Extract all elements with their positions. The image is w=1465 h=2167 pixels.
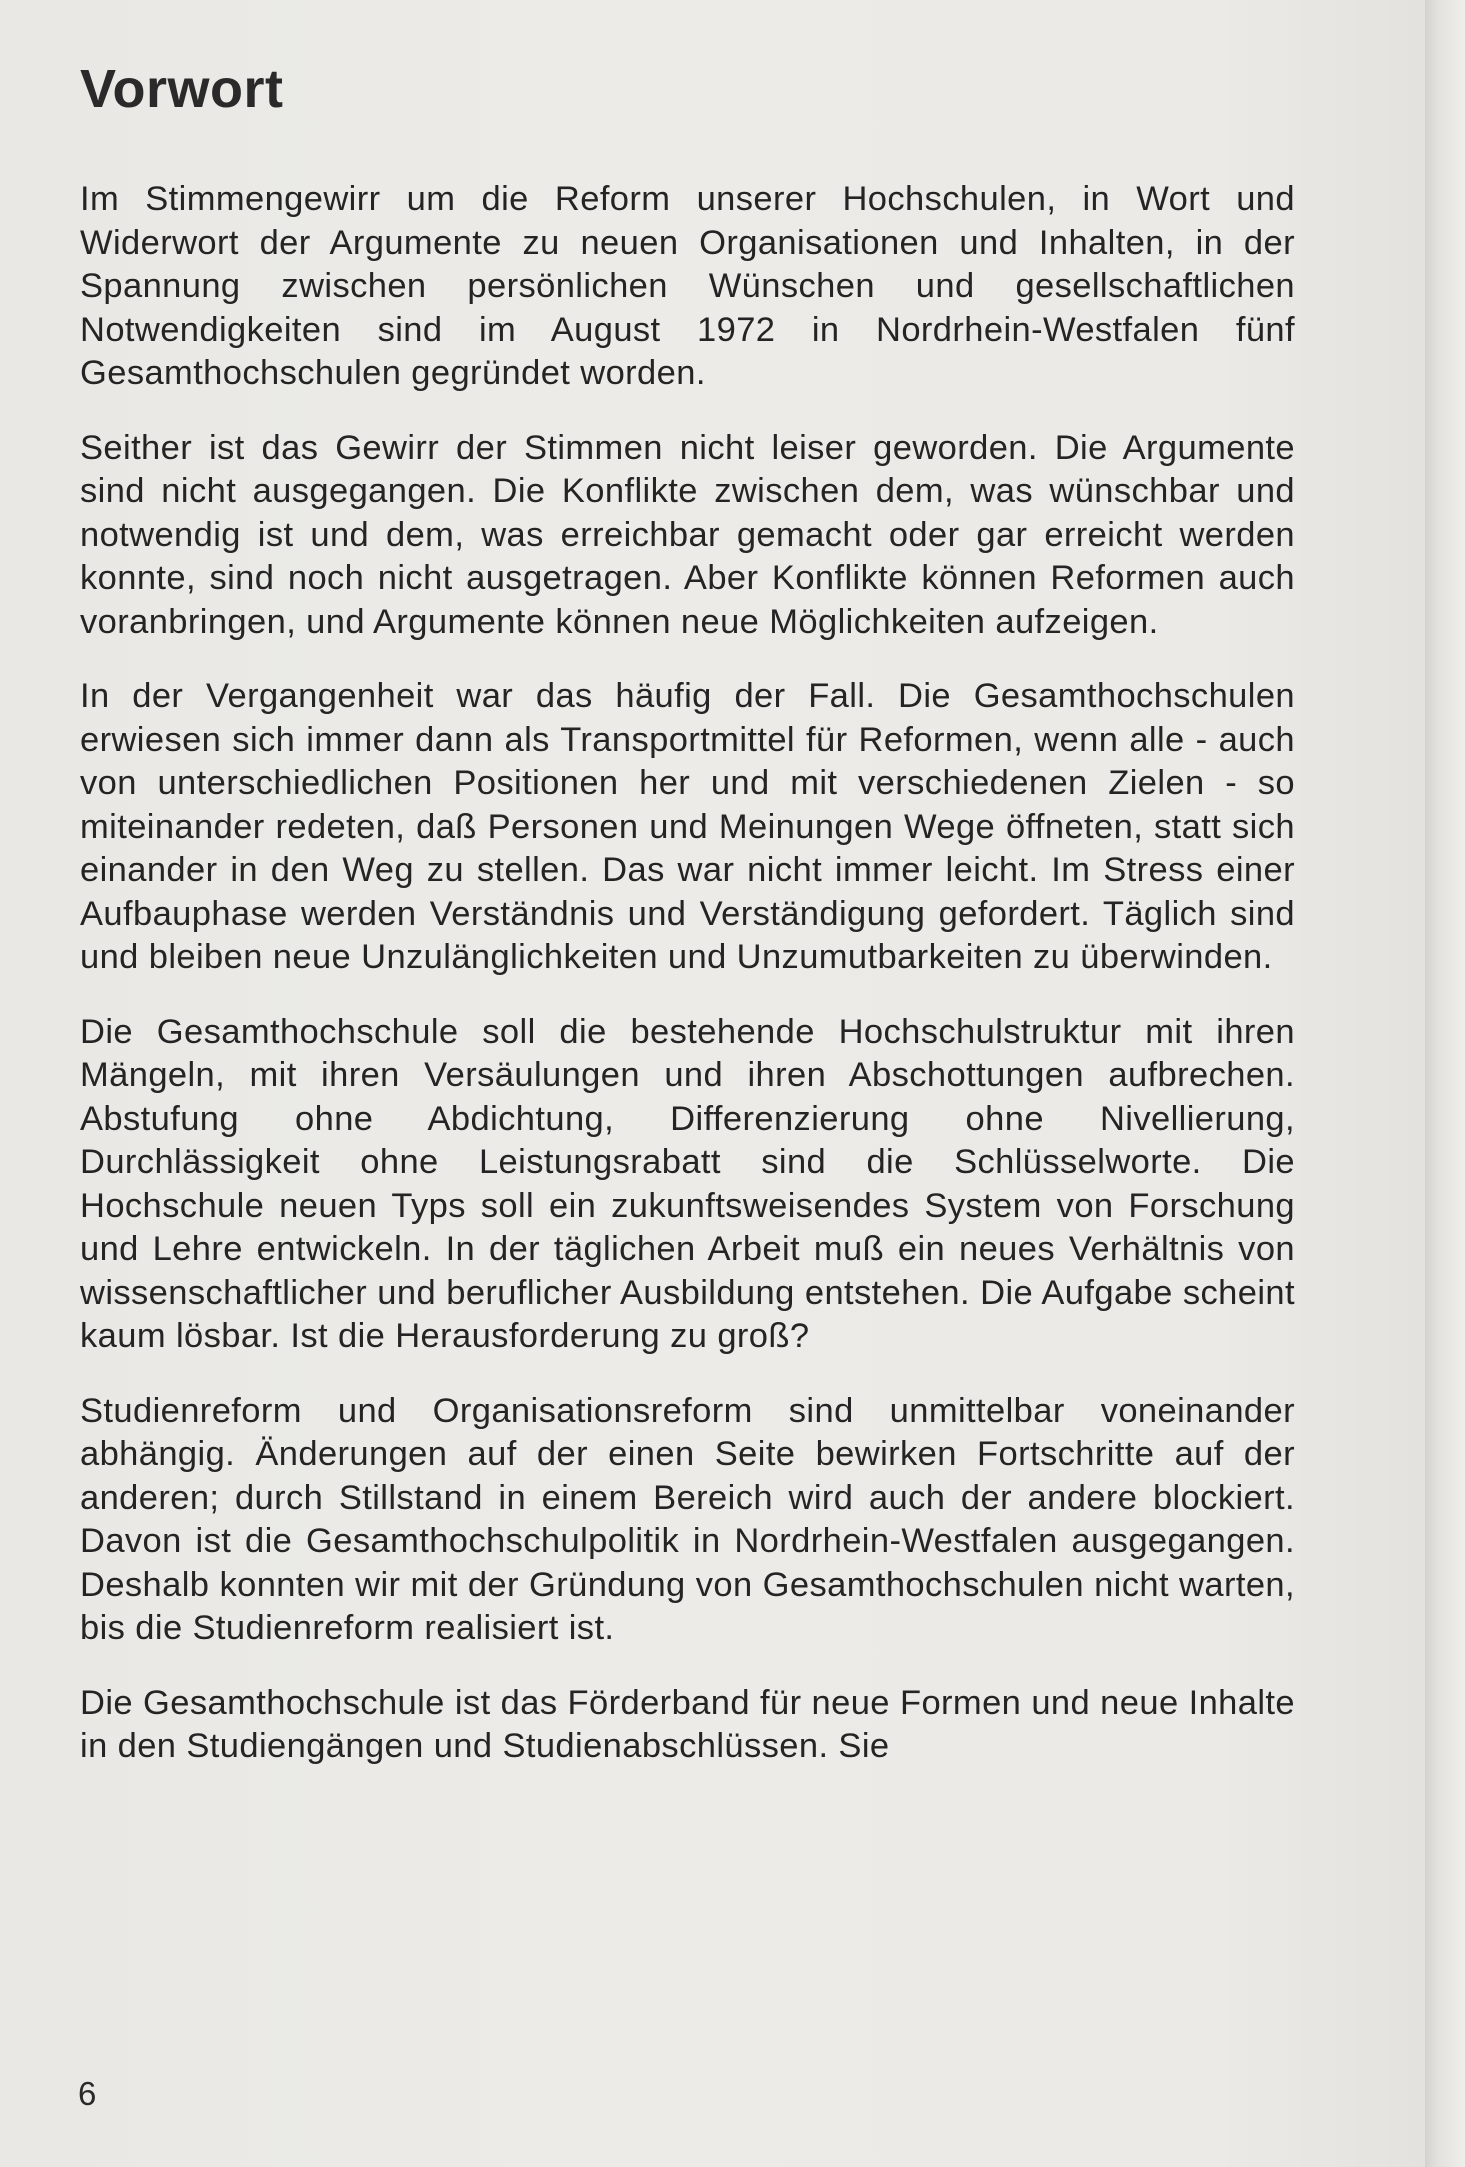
- paragraph-6: Die Gesamthochschule ist das Förderband für neue Formen und neue Inhalte in den Studiengängen und Studienabschlüssen. Sie: [80, 1683, 1295, 1765]
- page-edge: [1425, 0, 1465, 2167]
- paragraph-4: Die Gesamthochschule soll die bestehende Hochschulstruktur mit ihren Mängeln, mit ihren Versäulungen und ihren Abschottungen aufbrechen. Abstufung ohne Abdichtung, Differenzierung ohne Nivellierung, Durchlässigkeit ohne Leistungsrabatt sind die Schlüsselworte. Die Hochschule neuen Typs soll ein zukunftsweisendes System von Forschung und Lehre entwickeln. In der täglichen Arbeit muß ein neues Verhältnis von wissenschaftlicher und beruflicher Ausbildung entstehen. Die Aufgabe scheint kaum lösbar. Ist die Herausforderung zu groß?: [80, 1012, 1295, 1355]
- paragraph-3: In der Vergangenheit war das häufig der Fall. Die Gesamthochschulen erwiesen sich immer dann als Transportmittel für Reformen, wenn alle - auch von unterschiedlichen Positionen her und mit verschiedenen Zielen - so miteinander redeten, daß Personen und Meinungen Wege öffneten, statt sich einander in den Weg zu stellen. Das war nicht immer leicht. Im Stress einer Aufbauphase werden Verständnis und Verständigung gefordert. Täglich sind und bleiben neue Unzulänglichkeiten und Unzumutbarkeiten zu überwinden.: [80, 677, 1295, 976]
- page-content: [80, 58, 1295, 1800]
- paragraph-5: Studienreform und Organisationsreform sind unmittelbar voneinander abhängig. Änderungen auf der einen Seite bewirken Fortschritte auf der anderen; durch Stillstand in einem Bereich wird auch der andere blockiert. Davon ist die Gesamthochschulpolitik in Nordrhein-Westfalen ausgegangen. Deshalb konnten wir mit der Gründung von Gesamthochschulen nicht warten, bis die Studienreform realisiert ist.: [80, 1391, 1295, 1647]
- paragraph-2: Seither ist das Gewirr der Stimmen nicht leiser geworden. Die Argumente sind nicht ausgegangen. Die Konflikte zwischen dem, was wünschbar und notwendig ist und dem, was erreichbar gemacht oder gar erreicht werden konnte, sind noch nicht ausgetragen. Aber Konflikte können Reformen auch voranbringen, und Argumente können neue Möglichkeiten aufzeigen.: [80, 428, 1295, 641]
- paragraph-1: Im Stimmengewirr um die Reform unserer Hochschulen, in Wort und Widerwort der Argumente zu neuen Organisationen und Inhalten, in der Spannung zwischen persönlichen Wünschen und gesellschaftlichen Notwendigkeiten sind im August 1972 in Nordrhein-Westfalen fünf Gesamthochschulen gegründet worden.: [80, 180, 1295, 392]
- page-number: 6: [78, 2075, 97, 2112]
- page-title: Vorwort: [80, 59, 284, 119]
